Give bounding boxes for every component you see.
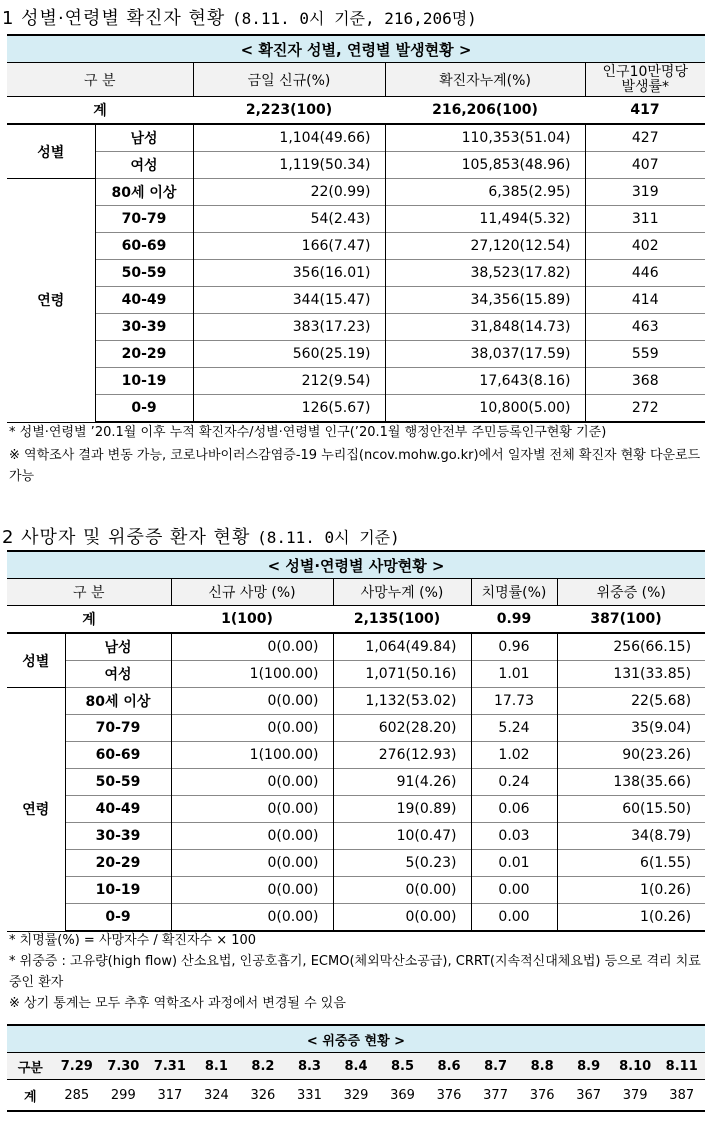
incidence-rate-cell: 407 (585, 152, 705, 179)
header-new-deaths: 신규 사망 (%) (171, 579, 333, 606)
section2-subtitle: (8.11. 0시 기준) (257, 528, 400, 547)
header-fatality: 치명률(%) (471, 579, 557, 606)
row-label: 70-79 (95, 206, 193, 233)
cumulative-cases-cell: 110,353(51.04) (385, 124, 585, 152)
severe-count-cell: 369 (379, 1080, 426, 1112)
severe-cases-cell: 60(15.50) (557, 796, 705, 823)
total-severe: 387(100) (557, 606, 705, 634)
fatality-rate-cell: 1.02 (471, 742, 557, 769)
row-label: 남성 (95, 124, 193, 152)
header-new: 금일 신규(%) (193, 63, 385, 97)
severe-count-cell: 377 (472, 1080, 519, 1112)
note-rate-definition: * 성별·연령별 ’20.1월 이후 누적 확진자수/성별·연령별 인구(’20.1월 행정안전부 주민등록인구현황 기준) (9, 425, 607, 440)
new-cases-cell: 383(17.23) (193, 314, 385, 341)
cumulative-cases-cell: 31,848(14.73) (385, 314, 585, 341)
severe-count-cell: 367 (565, 1080, 612, 1112)
date-header-cell: 8.6 (426, 1053, 473, 1080)
incidence-rate-cell: 319 (585, 179, 705, 206)
age-group-label: 연령 (7, 688, 65, 932)
total-row-label: 계 (7, 1080, 54, 1112)
table1-banner: < 확진자 성별, 연령별 발생현황 > (7, 35, 705, 63)
table3-banner: < 위중증 현황 > (7, 1025, 705, 1053)
incidence-rate-cell: 427 (585, 124, 705, 152)
new-cases-cell: 560(25.19) (193, 341, 385, 368)
date-header-cell: 8.5 (379, 1053, 426, 1080)
severe-count-cell: 285 (54, 1080, 101, 1112)
severe-cases-cell: 131(33.85) (557, 661, 705, 688)
new-deaths-cell: 0(0.00) (171, 769, 333, 796)
table-row (7, 233, 705, 260)
table-row (7, 260, 705, 287)
cumulative-deaths-cell: 0(0.00) (333, 904, 471, 932)
date-header-cell: 8.10 (612, 1053, 659, 1080)
section1-notes (9, 422, 701, 487)
row-label: 10-19 (95, 368, 193, 395)
fatality-rate-cell: 0.24 (471, 769, 557, 796)
section2-notes (9, 930, 701, 1014)
fatality-rate-cell: 0.96 (471, 633, 557, 661)
table-row (7, 287, 705, 314)
table-row (7, 715, 705, 742)
severe-cases-cell: 35(9.04) (557, 715, 705, 742)
new-deaths-cell: 1(100.00) (171, 661, 333, 688)
date-header-cell: 8.8 (519, 1053, 566, 1080)
row-label: 여성 (95, 152, 193, 179)
new-cases-cell: 54(2.43) (193, 206, 385, 233)
table-row (7, 742, 705, 769)
row-label: 60-69 (65, 742, 171, 769)
table-row (7, 206, 705, 233)
header-severe: 위중증 (%) (557, 579, 705, 606)
fatality-rate-cell: 0.06 (471, 796, 557, 823)
date-header-cell: 8.4 (333, 1053, 380, 1080)
date-header-cell: 7.31 (147, 1053, 194, 1080)
severe-count-cell: 376 (519, 1080, 566, 1112)
row-label: 50-59 (95, 260, 193, 287)
fatality-rate-cell: 5.24 (471, 715, 557, 742)
row-label: 30-39 (95, 314, 193, 341)
row-label: 40-49 (95, 287, 193, 314)
total-new-deaths: 1(100) (171, 606, 333, 634)
note-fatality-definition: * 치명률(%) = 사망자수 / 확진자수 × 100 (9, 933, 257, 948)
date-header-cell: 8.1 (193, 1053, 240, 1080)
header-cumulative-deaths: 사망누계 (%) (333, 579, 471, 606)
incidence-rate-cell: 446 (585, 260, 705, 287)
incidence-rate-cell: 272 (585, 395, 705, 423)
row-label: 80세 이상 (65, 688, 171, 715)
cumulative-cases-cell: 11,494(5.32) (385, 206, 585, 233)
new-cases-cell: 166(7.47) (193, 233, 385, 260)
severe-cases-cell: 1(0.26) (557, 877, 705, 904)
date-header-cell: 8.2 (240, 1053, 287, 1080)
table-row (7, 368, 705, 395)
sex-group-label: 성별 (7, 633, 65, 688)
total-cumulative: 216,206(100) (385, 97, 585, 125)
incidence-rate-cell: 311 (585, 206, 705, 233)
cumulative-deaths-cell: 91(4.26) (333, 769, 471, 796)
severe-count-cell: 324 (193, 1080, 240, 1112)
row-label: 20-29 (65, 850, 171, 877)
total-new: 2,223(100) (193, 97, 385, 125)
total-cumulative-deaths: 2,135(100) (333, 606, 471, 634)
severe-cases-cell: 34(8.79) (557, 823, 705, 850)
row-label: 80세 이상 (95, 179, 193, 206)
new-cases-cell: 212(9.54) (193, 368, 385, 395)
row-label: 여성 (65, 661, 171, 688)
table-row (7, 796, 705, 823)
new-cases-cell: 22(0.99) (193, 179, 385, 206)
fatality-rate-cell: 0.03 (471, 823, 557, 850)
severe-cases-cell: 138(35.66) (557, 769, 705, 796)
incidence-rate-cell: 402 (585, 233, 705, 260)
header-category: 구 분 (7, 63, 193, 97)
cumulative-cases-cell: 38,037(17.59) (385, 341, 585, 368)
cumulative-cases-cell: 38,523(17.82) (385, 260, 585, 287)
row-label: 남성 (65, 633, 171, 661)
date-header-cell: 7.30 (100, 1053, 147, 1080)
new-cases-cell: 1,119(50.34) (193, 152, 385, 179)
severe-count-cell: 299 (100, 1080, 147, 1112)
cumulative-cases-cell: 105,853(48.96) (385, 152, 585, 179)
fatality-rate-cell: 0.01 (471, 850, 557, 877)
table-row (7, 179, 705, 206)
cumulative-cases-cell: 27,120(12.54) (385, 233, 585, 260)
cumulative-deaths-cell: 1,064(49.84) (333, 633, 471, 661)
confirmed-cases-table (7, 34, 705, 423)
cumulative-deaths-cell: 19(0.89) (333, 796, 471, 823)
new-cases-cell: 344(15.47) (193, 287, 385, 314)
table-row (7, 314, 705, 341)
table-row (7, 823, 705, 850)
total-fatality: 0.99 (471, 606, 557, 634)
new-cases-cell: 126(5.67) (193, 395, 385, 423)
date-header-cell: 8.7 (472, 1053, 519, 1080)
severe-cases-cell: 6(1.55) (557, 850, 705, 877)
cumulative-deaths-cell: 0(0.00) (333, 877, 471, 904)
date-header-cell: 7.29 (54, 1053, 101, 1080)
table-row (7, 850, 705, 877)
severe-cases-cell: 256(66.15) (557, 633, 705, 661)
age-group-label: 연령 (7, 179, 95, 423)
severe-count-cell: 329 (333, 1080, 380, 1112)
section2-title (2, 523, 400, 549)
severe-cases-cell: 90(23.26) (557, 742, 705, 769)
header-category: 구 분 (7, 579, 171, 606)
deaths-table (7, 550, 705, 932)
cumulative-deaths-cell: 1,071(50.16) (333, 661, 471, 688)
new-cases-cell: 1,104(49.66) (193, 124, 385, 152)
section2-title-text: 2 사망자 및 위중증 환자 현황 (2, 527, 251, 548)
note-change-disclaimer: ※ 상기 통계는 모두 추후 역학조사 과정에서 변경될 수 있음 (9, 996, 346, 1011)
incidence-rate-cell: 559 (585, 341, 705, 368)
fatality-rate-cell: 17.73 (471, 688, 557, 715)
severe-cases-cell: 1(0.26) (557, 904, 705, 932)
table-row (7, 769, 705, 796)
section1-subtitle: (8.11. 0시 기준, 216,206명) (231, 9, 477, 28)
row-label: 60-69 (95, 233, 193, 260)
new-deaths-cell: 0(0.00) (171, 633, 333, 661)
date-header-cell: 8.3 (286, 1053, 333, 1080)
table-row (7, 688, 705, 715)
table-row (7, 341, 705, 368)
new-deaths-cell: 0(0.00) (171, 823, 333, 850)
table-row (7, 124, 705, 152)
date-header-cell: 8.11 (658, 1053, 705, 1080)
table-row (7, 661, 705, 688)
severe-cases-cell: 22(5.68) (557, 688, 705, 715)
fatality-rate-cell: 1.01 (471, 661, 557, 688)
new-cases-cell: 356(16.01) (193, 260, 385, 287)
cumulative-deaths-cell: 10(0.47) (333, 823, 471, 850)
sex-group-label: 성별 (7, 124, 95, 179)
cumulative-deaths-cell: 5(0.23) (333, 850, 471, 877)
incidence-rate-cell: 414 (585, 287, 705, 314)
cumulative-cases-cell: 34,356(15.89) (385, 287, 585, 314)
new-deaths-cell: 0(0.00) (171, 904, 333, 932)
section1-title (2, 4, 477, 30)
incidence-rate-cell: 368 (585, 368, 705, 395)
table-row (7, 152, 705, 179)
severe-count-cell: 326 (240, 1080, 287, 1112)
severe-trend-table (7, 1024, 705, 1112)
new-deaths-cell: 0(0.00) (171, 688, 333, 715)
row-label: 10-19 (65, 877, 171, 904)
new-deaths-cell: 0(0.00) (171, 877, 333, 904)
table-row (7, 877, 705, 904)
table-row (7, 395, 705, 423)
row-label: 0-9 (95, 395, 193, 423)
cumulative-deaths-cell: 276(12.93) (333, 742, 471, 769)
fatality-rate-cell: 0.00 (471, 904, 557, 932)
severe-count-cell: 376 (426, 1080, 473, 1112)
row-label: 20-29 (95, 341, 193, 368)
fatality-rate-cell: 0.00 (471, 877, 557, 904)
table-row (7, 904, 705, 932)
cumulative-cases-cell: 6,385(2.95) (385, 179, 585, 206)
total-label: 계 (7, 606, 171, 634)
cumulative-deaths-cell: 602(28.20) (333, 715, 471, 742)
total-label: 계 (7, 97, 193, 125)
row-label: 40-49 (65, 796, 171, 823)
severe-count-cell: 331 (286, 1080, 333, 1112)
header-rate: 인구10만명당 발생률* (585, 63, 705, 97)
new-deaths-cell: 0(0.00) (171, 850, 333, 877)
new-deaths-cell: 0(0.00) (171, 796, 333, 823)
total-rate: 417 (585, 97, 705, 125)
severe-count-cell: 379 (612, 1080, 659, 1112)
date-header-cell: 8.9 (565, 1053, 612, 1080)
cumulative-cases-cell: 10,800(5.00) (385, 395, 585, 423)
cumulative-cases-cell: 17,643(8.16) (385, 368, 585, 395)
row-header-label: 구분 (7, 1053, 54, 1080)
row-label: 0-9 (65, 904, 171, 932)
severe-count-cell: 387 (658, 1080, 705, 1112)
incidence-rate-cell: 463 (585, 314, 705, 341)
new-deaths-cell: 0(0.00) (171, 715, 333, 742)
note-data-source: ※ 역학조사 결과 변동 가능, 코로나바이러스감염증-19 누리집(ncov.mohw.go.kr)에서 일자별 전체 확진자 현황 다운로드 가능 (9, 448, 701, 484)
table2-banner: < 성별·연령별 사망현황 > (7, 551, 705, 579)
note-severe-definition: * 위중증 : 고유량(high flow) 산소요법, 인공호흡기, ECMO(체외막산소공급), CRRT(지속적신대체요법) 등으로 격리 치료 중인 환자 (9, 954, 701, 990)
table-row (7, 633, 705, 661)
section1-title-text: 1 성별·연령별 확진자 현황 (2, 8, 226, 29)
row-label: 50-59 (65, 769, 171, 796)
row-label: 30-39 (65, 823, 171, 850)
severe-count-cell: 317 (147, 1080, 194, 1112)
row-label: 70-79 (65, 715, 171, 742)
header-cumulative: 확진자누계(%) (385, 63, 585, 97)
cumulative-deaths-cell: 1,132(53.02) (333, 688, 471, 715)
new-deaths-cell: 1(100.00) (171, 742, 333, 769)
